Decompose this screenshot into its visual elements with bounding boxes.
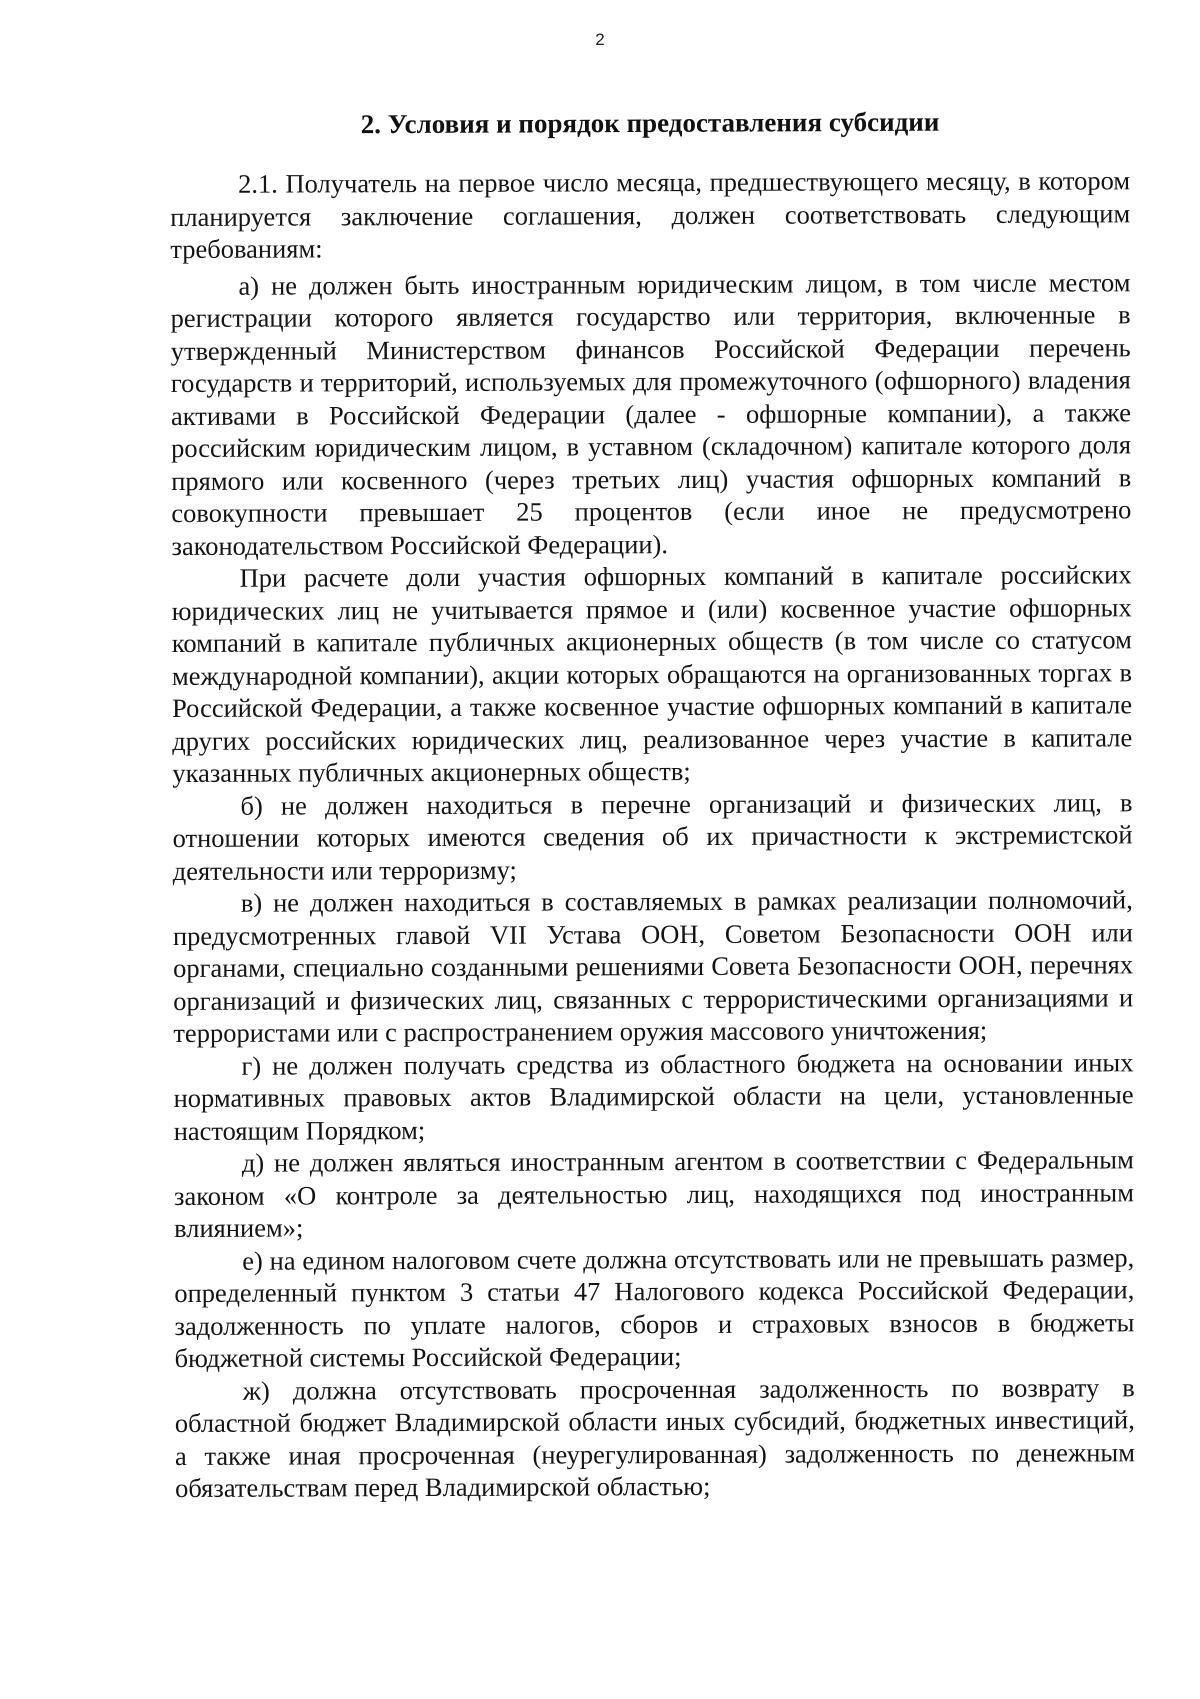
paragraph-item-d: д) не должен являться иностранным агентом в соответствии с Федеральным законом «О контроле за деятельностью лиц, находящихся под иностранным влиянием»; xyxy=(173,1144,1134,1243)
paragraph-2-1: 2.1. Получатель на первое число месяца, предшествующего месяцу, в котором планируется заключение соглашения, должен соответствовать следующим требованиям: xyxy=(170,165,1131,264)
document-body xyxy=(170,164,1135,1504)
paragraph-item-g: г) не должен получать средства из областного бюджета на основании иных нормативных правовых актов Владимирской области на цели, установленные настоящим Порядком; xyxy=(173,1046,1134,1146)
paragraph-item-b: б) не должен находиться в перечне организаций и физических лиц, в отношении которых имеются сведения об их причастности к экстремистской деятельности или терроризму; xyxy=(172,786,1133,886)
paragraph-item-e: е) на едином налоговом счете должна отсутствовать или не превышать размер, определенный пунктом 3 статьи 47 Налогового кодекса Российской Федерации, задолженность по уплате налогов, сборов и страховых взносов в бюджеты бюджетной системы Российской Федерации; xyxy=(174,1241,1135,1373)
paragraph-item-a: а) не должен быть иностранным юридическим лицом, в том числе местом регистрации которого является государство или территория, включенные в утвержденный Министерством финансов Российской Федерации перечень государств и территорий, используемых для промежуточного (офшорного) владения активами в Российской Федерации (далее - офшорные компании), а также российским юридическим лицом, в уставном (складочном) капитале которого доля прямого или косвенного (через третьих лиц) участия офшорных компаний в совокупности превышает 25 процентов (если иное не предусмотрено законодательством Российской Федерации). xyxy=(170,266,1132,561)
section-title: 2. Условия и порядок предоставления субсидии xyxy=(360,106,940,140)
paragraph-offshore-note: При расчете доли участия офшорных компаний в капитале российских юридических лиц не учитывается прямое и (или) косвенное участие офшорных компаний в капитале публичных акционерных обществ (в том числе со статусом международной компании), акции которых обращаются на организованных торгах в Российской Федерации, а также косвенное участие офшорных компаний в капитале других российских юридических лиц, реализованное через участие в капитале указанных публичных акционерных обществ; xyxy=(171,559,1133,788)
paragraph-item-v: в) не должен находиться в составляемых в рамках реализации полномочий, предусмотренных главой VII Устава ООН, Советом Безопасности ООН или органами, специально созданными решениями Совета Безопасности ООН, перечнях организаций и физических лиц, связанных с террористическими организациями и террористами или с распространением оружия массового уничтожения; xyxy=(172,884,1134,1048)
page-number: 2 xyxy=(595,30,605,49)
paragraph-item-zh: ж) должна отсутствовать просроченная задолженность по возврату в областной бюджет Владимирской области иных субсидий, бюджетных инвестиций, а также иная просроченная (неурегулированная) задолженность по денежным обязательствам перед Владимирской областью; xyxy=(174,1371,1135,1503)
